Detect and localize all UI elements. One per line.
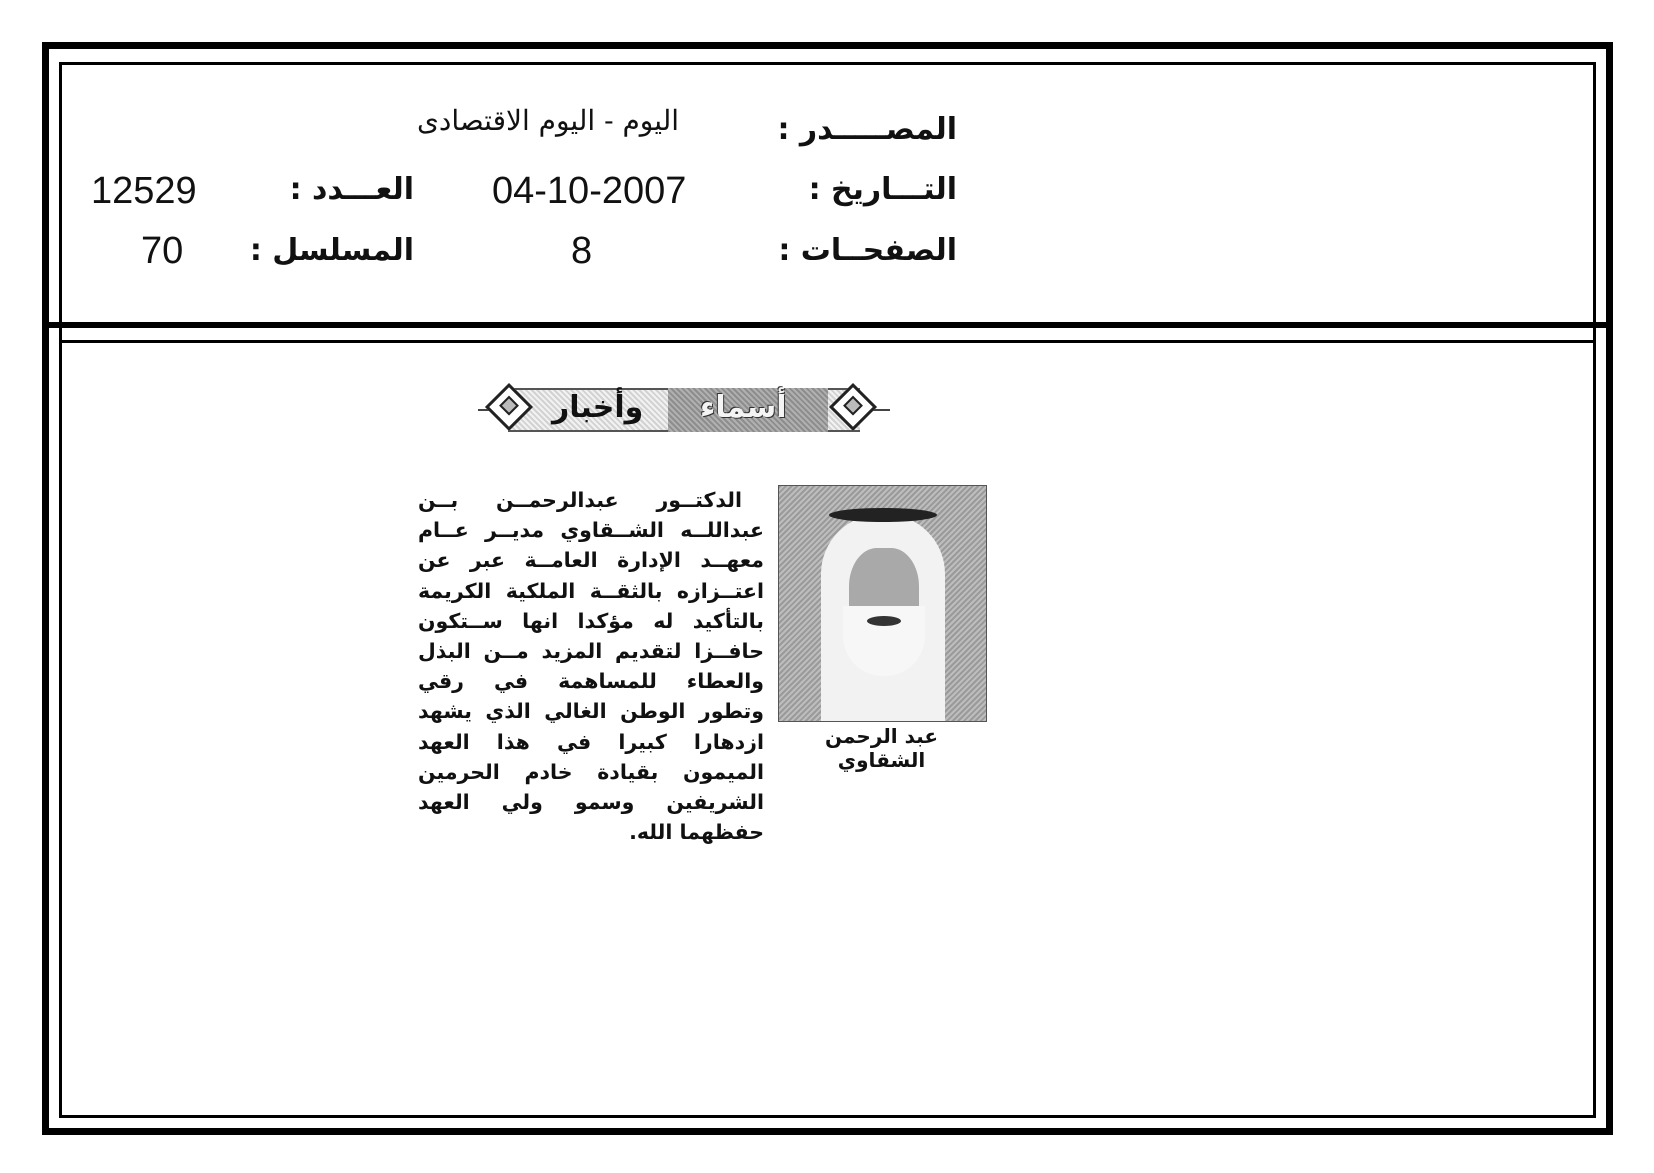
source-value: اليوم - اليوم الاقتصادى [416, 104, 679, 137]
article-body: الدكتــور عبدالرحمــن بــن عبداللــه الشــقاوي مديــر عــام معهــد الإدارة العامــة عبر عن اعتــزازه بالثقــة الملكية الكريمة بالتأكيد له مؤكدا انها ســتكون حافــزا لتقديم المزيد مــن البذل والعطاء للمساهمة في رقي وتطور الوطن الغالي الذي يشهد ازدهارا كبيرا في هذا العهد الميمون بقيادة خادم الحرمين الشريفين وسمو ولي العهد حفظهما الله. [418, 488, 764, 845]
banner-word-names: أسماء [700, 390, 787, 425]
serial-value: 70 [141, 230, 184, 272]
pages-label: الصفحــات : [778, 233, 957, 268]
banner-word-news: وأخبار [552, 390, 644, 425]
source-label: المصـــــدر : [777, 112, 957, 147]
header-divider-thin [59, 340, 1596, 343]
section-banner [478, 382, 890, 438]
serial-label: المسلسل : [249, 233, 414, 268]
header-divider [46, 322, 1609, 328]
pages-value: 8 [571, 230, 593, 272]
date-value: 04-10-2007 [492, 170, 687, 212]
agal-cord [829, 508, 937, 522]
photo-caption: عبد الرحمن الشقاوي [825, 724, 938, 772]
date-label: التـــاريخ : [808, 172, 957, 207]
issue-label: العـــدد : [289, 172, 414, 207]
mouth [867, 616, 901, 626]
issue-value: 12529 [91, 170, 197, 212]
portrait-photo [778, 485, 987, 722]
